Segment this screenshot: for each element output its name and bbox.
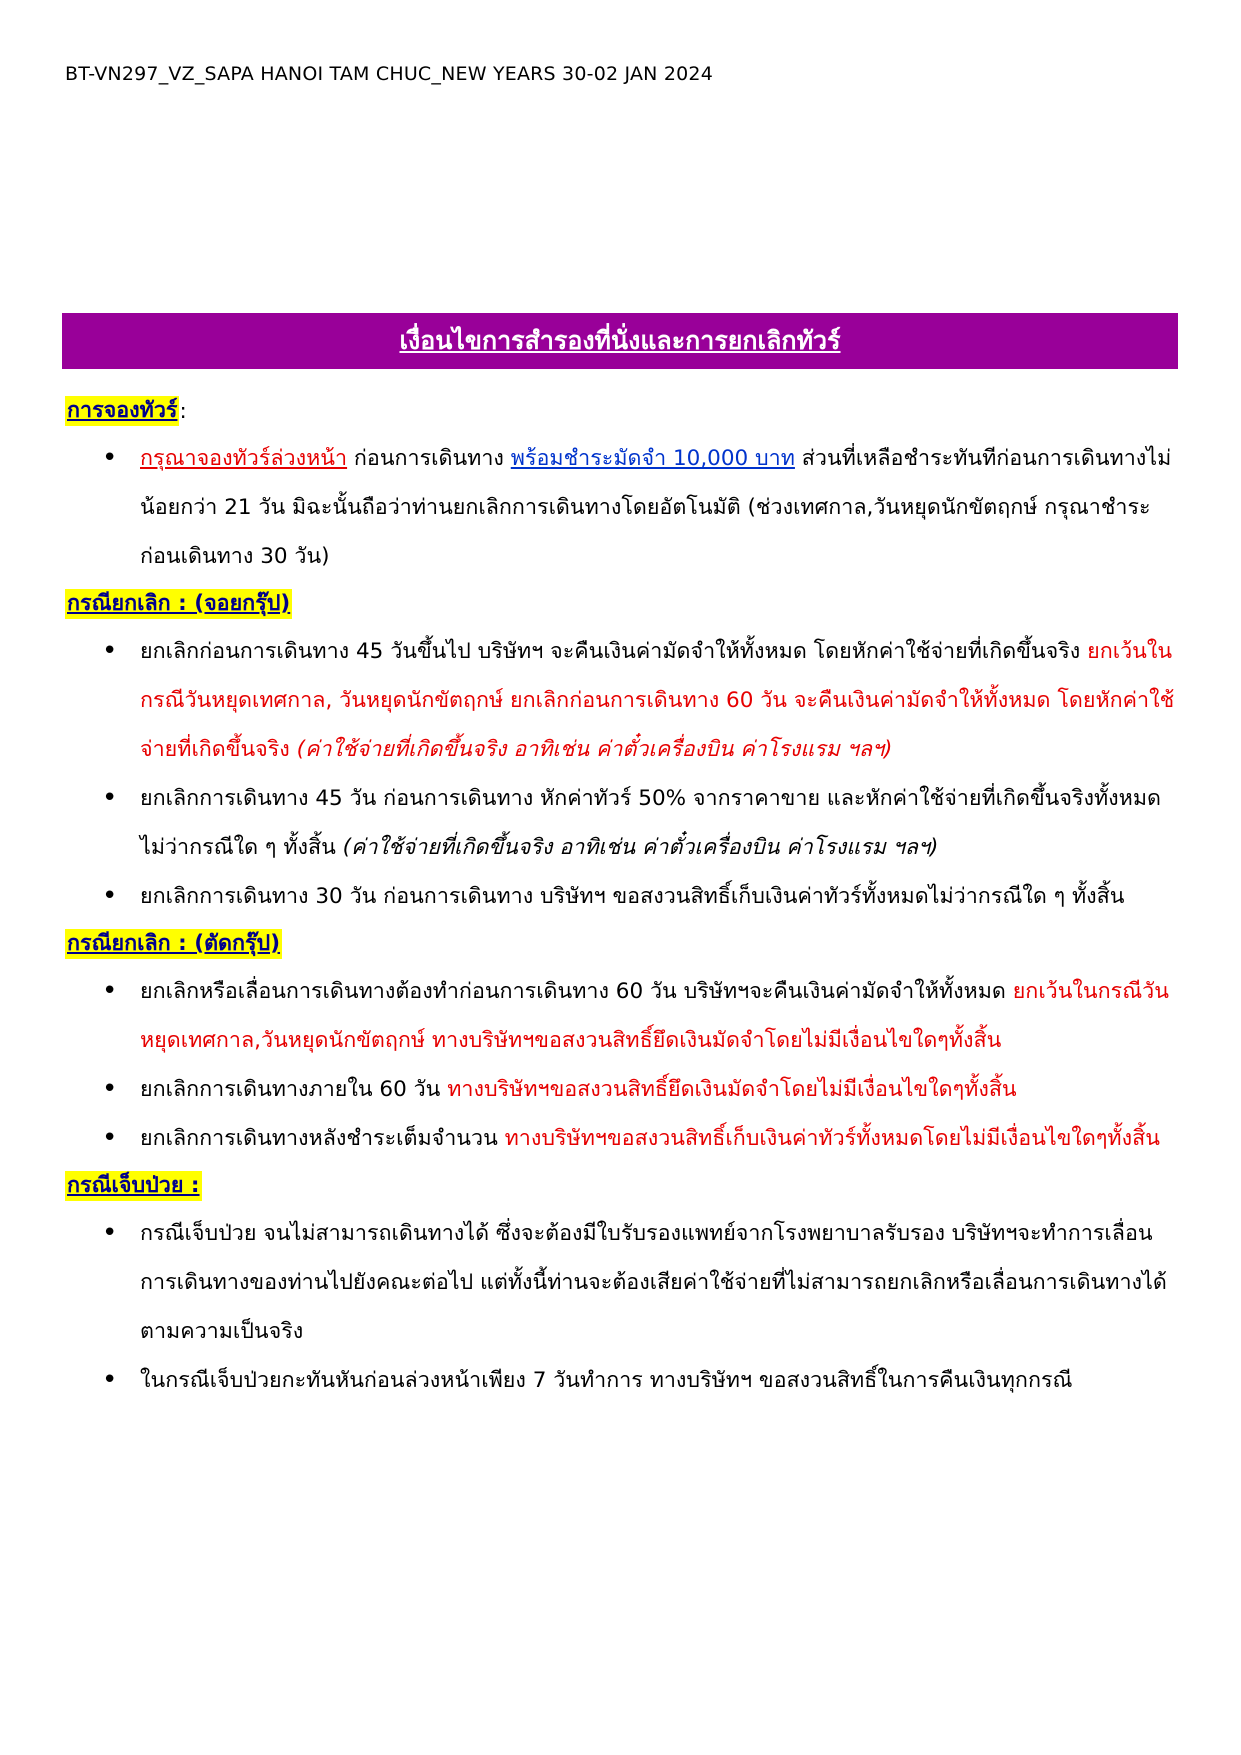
booking-heading-suffix: : — [179, 398, 187, 424]
list-item — [140, 1356, 1180, 1405]
cancel-group-list — [65, 627, 1180, 921]
cancel-group-heading-row — [65, 581, 1180, 627]
list-item-text: ในกรณีเจ็บป่วยกะทันหันก่อนล่วงหน้าเพียง 7 วันทำการ ทางบริษัทฯ ขอสงวนสิทธิ์ในการคืนเงินทุกกรณี — [140, 1368, 1073, 1393]
list-item-text: ยกเลิกการเดินทางภายใน 60 วัน — [140, 1077, 448, 1102]
list-item-text: ก่อนการเดินทาง — [347, 446, 511, 471]
conditions-banner — [62, 313, 1178, 369]
list-item-text: ยกเลิกก่อนการเดินทาง 45 วันขึ้นไป บริษัทฯ จะคืนเงินค่ามัดจำให้ทั้งหมด โดยหักค่าใช้จ่ายที่เกิดขึ้นจริง — [140, 639, 1088, 664]
list-item — [140, 1065, 1180, 1114]
list-item — [140, 1209, 1180, 1356]
list-item-text: ยกเลิกการเดินทาง 30 วัน ก่อนการเดินทาง บริษัทฯ ขอสงวนสิทธิ์เก็บเงินค่าทัวร์ทั้งหมดไม่ว่ากรณีใด ๆ ทั้งสิ้น — [140, 884, 1125, 909]
booking-list — [65, 434, 1180, 581]
list-item-text: ยกเลิกการเดินทางหลังชำระเต็มจำนวน — [140, 1126, 505, 1151]
illness-heading-row — [65, 1163, 1180, 1209]
list-item — [140, 872, 1180, 921]
list-item-text: ยกเลิกการเดินทาง 45 วัน ก่อนการเดินทาง หักค่าทัวร์ 50% จากราคาขาย และหักค่าใช้จ่ายที่เกิดขึ้นจริงทั้งหมดไม่ว่ากรณีใด ๆ ทั้งสิ้น — [140, 786, 1161, 860]
banner-title: เงื่อนไขการสำรองที่นั่งและการยกเลิกทัวร์ — [399, 326, 841, 355]
cancel-private-heading-row — [65, 921, 1180, 967]
cancel-private-list — [65, 967, 1180, 1163]
booking-heading: การจองทัวร์ — [65, 396, 179, 426]
list-item-text: กรณีเจ็บป่วย จนไม่สามารถเดินทางได้ ซึ่งจะต้องมีใบรับรองแพทย์จากโรงพยาบาลรับรอง บริษัทฯจะทำการเลื่อนการเดินทางของท่านไปยังคณะต่อไป แต่ทั้งนี้ท่านจะต้องเสียค่าใช้จ่ายที่ไม่สามารถยกเลิกหรือเลื่อนการเดินทางได้ตามความเป็นจริง — [140, 1221, 1167, 1344]
document-code: BT-VN297_VZ_SAPA HANOI TAM CHUC_NEW YEARS 30-02 JAN 2024 — [65, 63, 713, 85]
list-item-italic-text: (ค่าใช้จ่ายที่เกิดขึ้นจริง อาทิเช่น ค่าตั๋วเครื่องบิน ค่าโรงแรม ฯลฯ) — [342, 835, 939, 860]
list-item — [140, 434, 1180, 581]
list-item-red-text: ทางบริษัทฯขอสงวนสิทธิ์ยึดเงินมัดจำโดยไม่มีเงื่อนไขใดๆทั้งสิ้น — [447, 1077, 1017, 1102]
illness-heading: กรณีเจ็บป่วย : — [65, 1171, 202, 1201]
conditions-content — [65, 388, 1180, 1405]
list-item — [140, 774, 1180, 872]
list-item — [140, 967, 1180, 1065]
illness-list — [65, 1209, 1180, 1405]
list-item — [140, 627, 1180, 774]
list-item-text: ส่วนที่เหลือชำระทันทีก่อนการเดินทางไม่น้อยกว่า 21 วัน มิฉะนั้นถือว่าท่านยกเลิกการเดินทางโดยอัตโนมัติ (ช่วงเทศกาล,วันหยุดนักขัตฤกษ์ กรุณาชำระก่อนเดินทาง 30 วัน) — [140, 446, 1172, 569]
list-item-red-italic-text: (ค่าใช้จ่ายที่เกิดขึ้นจริง อาทิเช่น ค่าตั๋วเครื่องบิน ค่าโรงแรม ฯลฯ) — [296, 737, 893, 762]
list-item-text: ยกเลิกหรือเลื่อนการเดินทางต้องทำก่อนการเดินทาง 60 วัน บริษัทฯจะคืนเงินค่ามัดจำให้ทั้งหมด — [140, 979, 1013, 1004]
list-item — [140, 1114, 1180, 1163]
booking-heading-row — [65, 388, 1180, 434]
list-item-red-text: ยกเว้นในกรณีวันหยุดเทศกาล,วันหยุดนักขัตฤกษ์ ทางบริษัทฯขอสงวนสิทธิ์ยึดเงินมัดจำโดยไม่มีเงื่อนไขใดๆทั้งสิ้น — [140, 979, 1169, 1053]
list-item-red-text: ยกเว้นในกรณีวันหยุดเทศกาล, วันหยุดนักขัตฤกษ์ ยกเลิกก่อนการเดินทาง 60 วัน จะคืนเงินค่ามัดจำให้ทั้งหมด โดยหักค่าใช้จ่ายที่เกิดขึ้นจริง — [140, 639, 1175, 762]
cancel-private-heading: กรณียกเลิก : (ตัดกรุ๊ป) — [65, 929, 282, 959]
book-in-advance-link[interactable]: กรุณาจองทัวร์ล่วงหน้า — [140, 446, 348, 471]
list-item-red-text: ทางบริษัทฯขอสงวนสิทธิ์เก็บเงินค่าทัวร์ทั้งหมดโดยไม่มีเงื่อนไขใดๆทั้งสิ้น — [504, 1126, 1160, 1151]
cancel-group-heading: กรณียกเลิก : (จอยกรุ๊ป) — [65, 589, 292, 619]
deposit-link[interactable]: พร้อมชำระมัดจำ 10,000 บาท — [510, 446, 795, 471]
